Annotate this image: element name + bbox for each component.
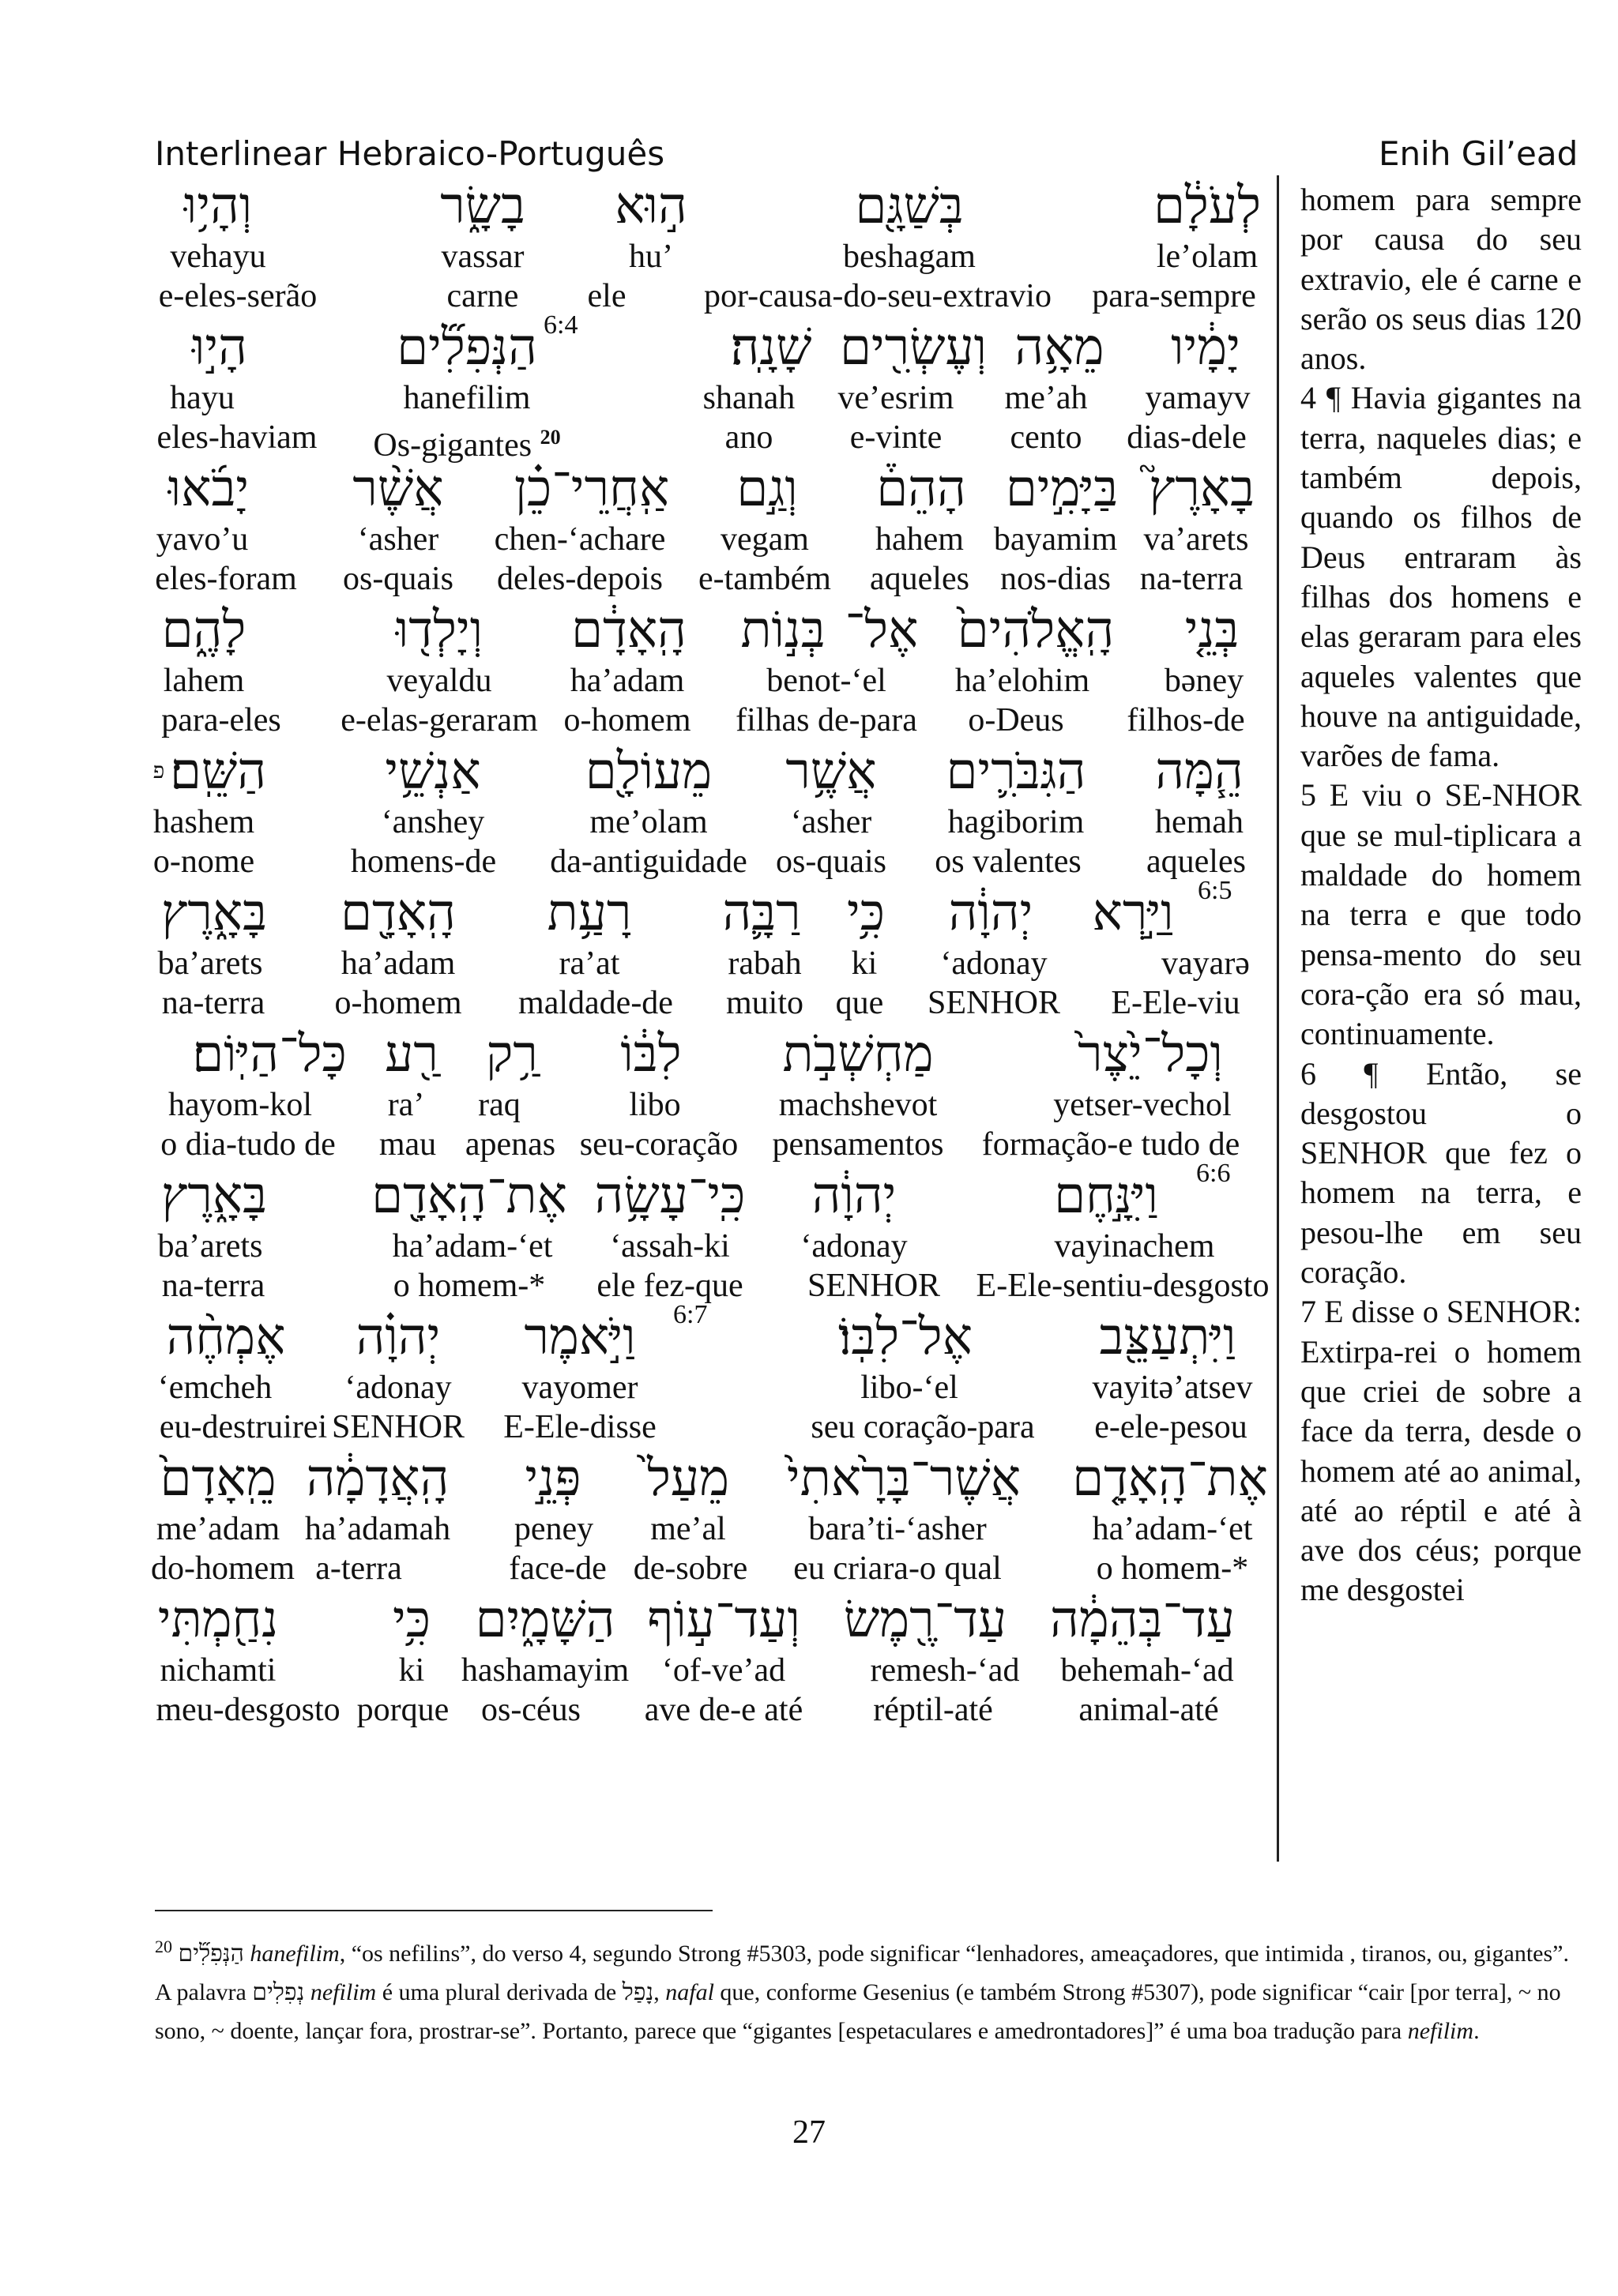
hebrew-word: הָֽאֲדָמָ֔ה (306, 1450, 450, 1506)
hebrew-word: יְהוָ֔ה (811, 1167, 897, 1223)
portuguese-gloss: eu criara-o qual (793, 1550, 1002, 1587)
hebrew-word: ה֣וּא (615, 178, 687, 234)
interlinear-row (155, 1024, 1261, 1165)
transliteration: libo-‘el (860, 1370, 958, 1406)
portuguese-gloss: maldade-de (518, 985, 673, 1021)
hebrew-word: רַ֖ע (385, 1026, 438, 1082)
verse-number: 6:6 (1196, 1159, 1231, 1188)
hebrew-word: כִּ֥י (846, 885, 886, 941)
footnote-text: , “os nefilins”, do verso 4, segundo Strong #5303, pode significar “lenhadores, ameaçadores, que intimida , tiranos, ou, gigantes”. A palavra (155, 1941, 1569, 2005)
hebrew-word: וַיִּנָּ֣חֶם (1054, 1167, 1158, 1223)
portuguese-gloss: ele (587, 278, 627, 314)
portuguese-gloss: SENHOR (331, 1409, 465, 1445)
transliteration: bәney (1164, 663, 1244, 699)
hebrew-word: מַחְשְׁבֹ֣ת (782, 1026, 934, 1082)
portuguese-gloss: deles-depois (497, 561, 663, 597)
transliteration: yetser-vechol (1053, 1087, 1232, 1123)
hebrew-word: אֶת־הָֽאָדָ֤ם (1072, 1450, 1268, 1506)
hebrew-word: נִחַ֖מְתִּי (157, 1591, 279, 1648)
footnote-hebrew: נְפִלִים (252, 1979, 305, 2005)
transliteration: raq (478, 1087, 521, 1123)
portuguese-gloss: face-de (509, 1550, 607, 1587)
transliteration: hahem (875, 521, 964, 558)
footnote-number: 20 (155, 1937, 172, 1956)
footnote-text: que, conforme Gesenius (e também Strong #5307), pode significar “cair [por terra], ~ no sono, ~ doente, lançar fora, prostrar-se”. Portanto, parece que “gigantes [espetaculares e amedrontadores]” é uma boa tradução para (155, 1979, 1561, 2044)
portuguese-gloss: seu-coração (579, 1126, 739, 1163)
portuguese-gloss: carne (446, 278, 519, 314)
hebrew-word: עַד־בְּהֵמָ֔ה (1050, 1591, 1235, 1648)
portuguese-gloss: o-nome (152, 844, 255, 880)
hebrew-word: וְהָי֥וּ (183, 178, 253, 234)
transliteration: hayu (170, 380, 235, 416)
portuguese-gloss: os-quais (343, 561, 453, 597)
hebrew-word: בָּאָ֑רֶץ (160, 885, 268, 941)
hebrew-word: אֲשֶׁר־בָּרָ֙אתִי֙ (786, 1450, 1022, 1506)
transliteration: ha’adam-‘et (1092, 1511, 1253, 1547)
portuguese-gloss: nos-dias (1000, 561, 1111, 597)
transliteration: ha’elohim (954, 663, 1090, 699)
transliteration: ‘adonay (940, 945, 1048, 982)
portuguese-gloss: apenas (465, 1126, 556, 1163)
transliteration: libo (629, 1087, 681, 1123)
transliteration: beshagam (843, 239, 976, 275)
translation-paragraph: 4 ¶ Havia gigantes na terra, naqueles dias; e também depois, quando os filhos de Deus entraram às filhas dos homens e elas geraram para eles aqueles valentes que houve na antiguidade, varões de fama. (1300, 380, 1582, 774)
portuguese-gloss: E-Ele-sentiu-desgosto (976, 1268, 1270, 1304)
footnote-hebrew: נָפַל (622, 1979, 654, 2005)
hebrew-word: וַיִּתְעַצֵּ֖ב (1099, 1309, 1236, 1365)
interlinear-row (155, 175, 1261, 317)
transliteration: nichamti (160, 1652, 277, 1689)
hebrew-word: הַשָּׁמָ֑יִם (475, 1591, 615, 1648)
hebrew-word: הָהֵם֒ (876, 460, 966, 517)
translation-column (1300, 180, 1582, 1610)
portuguese-gloss: e-vinte (849, 419, 943, 456)
portuguese-gloss: e-ele-pesou (1094, 1409, 1247, 1445)
portuguese-gloss: E-Ele-disse (503, 1409, 657, 1445)
footnote-term: nefilim (310, 1979, 377, 2005)
petuchah-mark: פ (152, 759, 165, 783)
transliteration: yamayv (1145, 380, 1251, 416)
hebrew-word: אֲשֶׁ֥ר (785, 743, 877, 799)
transliteration: hagiborim (947, 804, 1085, 840)
hebrew-word: רַבָּ֛ה (722, 885, 801, 941)
hebrew-word: בְּנ֣וֹת (740, 602, 826, 658)
interlinear-row (152, 741, 1261, 882)
portuguese-gloss: na-terra (161, 1268, 265, 1304)
portuguese-gloss: os-céus (481, 1692, 581, 1728)
portuguese-gloss: dias-dele (1127, 419, 1247, 456)
transliteration: benot-‘el (766, 663, 886, 699)
hebrew-word: וְעַד־ע֣וֹף (647, 1591, 800, 1648)
footnote-text: é uma plural derivada de (376, 1979, 623, 2005)
hebrew-word: מֵאָ֥ה (1014, 319, 1104, 375)
portuguese-gloss: mau (378, 1126, 437, 1163)
hebrew-word: הָֽאָדָ֔ם (571, 602, 687, 658)
transliteration: me’adam (156, 1511, 280, 1547)
transliteration: ‘adonay (344, 1370, 452, 1406)
transliteration: yavo’u (156, 521, 249, 558)
interlinear-row (155, 1159, 1270, 1306)
transliteration: ‘asher (790, 804, 872, 840)
hebrew-word: יָבֹ֜אוּ (167, 460, 250, 517)
hebrew-word: בָשָׂ֑ר (440, 178, 525, 234)
portuguese-gloss: aqueles (870, 561, 969, 597)
hebrew-word: וְגַ֣ם (736, 460, 798, 517)
transliteration: me’ah (1004, 380, 1088, 416)
verse-number: 6:4 (544, 310, 578, 340)
hebrew-word: הָי֣וּ (192, 319, 247, 375)
transliteration: ‘emcheh (157, 1370, 273, 1406)
transliteration: vayitә’atsev (1092, 1370, 1253, 1406)
portuguese-gloss: porque (356, 1692, 450, 1728)
footnote-term: hanefilim (250, 1941, 340, 1967)
portuguese-gloss: de-sobre (633, 1550, 748, 1587)
interlinear-row (155, 458, 1261, 599)
footnote-text: . (1473, 2018, 1480, 2044)
hebrew-word: אַנְשֵׁ֥י (385, 743, 481, 799)
transliteration: hashem (152, 804, 255, 840)
hebrew-word: יְהוָ֔ה (948, 885, 1033, 941)
portuguese-gloss: formação-e tudo de (981, 1126, 1240, 1163)
hebrew-word: אֶת־הָֽאָדָ֖ם (371, 1167, 567, 1223)
transliteration: bayamim (993, 521, 1118, 558)
portuguese-gloss: na-terra (161, 985, 265, 1021)
transliteration: peney (514, 1511, 594, 1547)
interlinear-row (155, 1589, 1261, 1730)
hebrew-word: אֶמְחֶ֨ה (166, 1309, 286, 1365)
portuguese-gloss: eles-haviam (156, 419, 318, 456)
page-number: 27 (792, 2114, 826, 2151)
hebrew-word: בָאָרֶץ֮ (1148, 460, 1255, 517)
portuguese-gloss: seu coração-para (811, 1409, 1035, 1445)
transliteration: ba’arets (157, 945, 263, 982)
portuguese-gloss: filhos-de (1127, 702, 1245, 738)
footnote (155, 1927, 1569, 2050)
hebrew-word: אֶל־לִבּֽוֹ׃ (838, 1309, 973, 1365)
transliteration: ‘assah-ki (610, 1228, 730, 1264)
hebrew-word: רָעַ֥ת (547, 885, 632, 941)
portuguese-gloss: a-terra (315, 1550, 402, 1587)
footnote-text: , (653, 1979, 666, 2005)
hebrew-word: בָּאָ֑רֶץ (160, 1167, 268, 1223)
portuguese-gloss: SENHOR (807, 1268, 941, 1304)
footnote-term: nefilim (1407, 2018, 1474, 2044)
portuguese-gloss: e-também (698, 561, 831, 597)
hebrew-word: וְעֶשְׂרִ֖ים (839, 319, 988, 375)
interlinear-row (155, 876, 1261, 1024)
hebrew-word: וְכָל־יֵ֙צֶר֙ (1078, 1026, 1223, 1082)
portuguese-gloss: ano (724, 419, 773, 456)
footnote-separator (155, 1910, 713, 1911)
portuguese-gloss: E-Ele-viu (1111, 985, 1240, 1021)
portuguese-gloss: aqueles (1146, 844, 1246, 880)
portuguese-gloss: SENHOR (927, 985, 1061, 1021)
portuguese-gloss: os valentes (935, 844, 1082, 880)
transliteration: vayomer (521, 1370, 638, 1406)
hebrew-word: רַ֥ק (486, 1026, 538, 1082)
transliteration: vayinachem (1054, 1228, 1215, 1264)
portuguese-gloss: na-terra (1139, 561, 1244, 597)
portuguese-gloss: do-homem (151, 1550, 295, 1587)
transliteration: ha’adamah (304, 1511, 451, 1547)
transliteration: hayom-kol (168, 1087, 312, 1123)
hebrew-word: מֵֽאָדָם֙ (160, 1450, 277, 1506)
hebrew-word: לְעֹלָ֔ם (1153, 178, 1262, 234)
portuguese-gloss: animal-até (1078, 1692, 1219, 1728)
hebrew-word: וַיֹּ֣אמֶר (524, 1309, 636, 1365)
interlinear-text (151, 175, 1270, 1730)
transliteration: vassar (441, 239, 525, 275)
portuguese-gloss: para-eles (161, 702, 281, 738)
transliteration: le’olam (1156, 239, 1259, 275)
hebrew-word: הָֽאָדָ֖ם (341, 885, 456, 941)
portuguese-gloss: homens-de (350, 844, 497, 880)
transliteration: lahem (163, 663, 245, 699)
transliteration: hu’ (629, 239, 673, 275)
transliteration: chen-‘achare (494, 521, 666, 558)
portuguese-gloss: eles-foram (155, 561, 297, 597)
transliteration: ki (851, 945, 878, 982)
transliteration: shanah (702, 380, 796, 416)
hebrew-word: אֶל־ (845, 602, 919, 658)
translation-paragraph: 5 E viu o SE-NHOR que se mul-tiplicara a maldade do homem na terra e que todo pensa-mento do seu cora-ção era só mau, continuamente. (1300, 777, 1582, 1052)
hebrew-word: בְּנֵ֤י (1184, 602, 1240, 658)
hebrew-word: עַד־רֶ֖מֶשׂ (843, 1591, 1007, 1648)
footnote-hebrew: הַנְּפִלִ֞ים (178, 1941, 244, 1967)
translation-paragraph: 6 ¶ Então, se desgostou o SENHOR que fez o homem na terra, e pesou-lhe em seu coração. (1300, 1055, 1582, 1291)
transliteration: remesh-‘ad (870, 1652, 1020, 1689)
hebrew-word: כָּל־הַיּֽוֹם׃ (192, 1026, 347, 1082)
hebrew-word: הֵ֧מָּה (1155, 743, 1244, 799)
hebrew-word: פְּנֵ֣י (525, 1450, 581, 1506)
portuguese-gloss: o homem-* (1096, 1550, 1249, 1587)
transliteration: ‘adonay (800, 1228, 908, 1264)
portuguese-gloss: muito (725, 985, 804, 1021)
portuguese-gloss: para-sempre (1092, 278, 1256, 314)
hebrew-word: אַֽחֲרֵי־כֵ֗ן (514, 460, 670, 517)
translation-paragraph: 7 E disse o SENHOR: Extirpa-rei o homem que criei de sobre a face da terra, desde o homem até ao animal, até ao réptil e até à ave dos céus; porque me desgostei (1300, 1294, 1582, 1608)
transliteration: veyaldu (386, 663, 492, 699)
verse-number: 6:7 (673, 1300, 708, 1329)
portuguese-gloss: cento (1010, 419, 1082, 456)
transliteration: hanefilim (403, 380, 531, 416)
hebrew-word: וְיָלְד֖וּ (395, 602, 484, 658)
transliteration: behemah-‘ad (1060, 1652, 1234, 1689)
transliteration: hemah (1155, 804, 1244, 840)
portuguese-gloss: da-antiguidade (550, 844, 747, 880)
transliteration: va’arets (1143, 521, 1249, 558)
transliteration: me’al (650, 1511, 726, 1547)
translation-paragraph: homem para sempre por causa do seu extravio, ele é carne e serão os seus dias 120 anos. (1300, 182, 1582, 377)
hebrew-word: הַשֵּֽׁם׃ (169, 743, 267, 799)
transliteration: ki (398, 1652, 425, 1689)
interlinear-row (155, 1300, 1261, 1448)
portuguese-gloss: que (835, 985, 884, 1021)
hebrew-word: יָמָ֔יו (1171, 319, 1240, 375)
transliteration: ‘asher (357, 521, 439, 558)
portuguese-gloss: por-causa-do-seu-extravio (704, 278, 1052, 314)
transliteration: bara’ti-‘asher (808, 1511, 987, 1547)
hebrew-word: לָהֶ֑ם (161, 602, 246, 658)
hebrew-word: וַיַּ֣רְא (1092, 885, 1174, 941)
transliteration: ‘of-ve’ad (661, 1652, 786, 1689)
transliteration: vayarә (1161, 945, 1250, 982)
hebrew-word: כִּ֥י (392, 1591, 431, 1648)
portuguese-gloss: eu-destruirei (159, 1409, 328, 1445)
transliteration: vehayu (170, 239, 266, 275)
interlinear-row (151, 1448, 1268, 1589)
transliteration: hashamayim (461, 1652, 630, 1689)
interlinear-row (155, 310, 1261, 464)
transliteration: ‘anshey (381, 804, 485, 840)
footnote-term: nafal (665, 1979, 714, 2005)
footnote-reference[interactable]: 20 (540, 426, 561, 449)
transliteration: ha’adam (341, 945, 456, 982)
hebrew-word: לִבּ֔וֹ (620, 1026, 682, 1082)
hebrew-word: מֵעוֹלָ֖ם (585, 743, 713, 799)
transliteration: ve’esrim (837, 380, 954, 416)
portuguese-gloss: réptil-até (873, 1692, 993, 1728)
hebrew-word: שָׁנָֽה׃ (730, 319, 812, 375)
portuguese-gloss: ave de-e até (644, 1692, 803, 1728)
portuguese-gloss: pensamentos (772, 1126, 944, 1163)
hebrew-word: אֲשֶׁ֨ר (352, 460, 444, 517)
portuguese-gloss: e-elas-geraram (341, 702, 538, 738)
portuguese-gloss: o-Deus (968, 702, 1064, 738)
transliteration: me’olam (589, 804, 708, 840)
hebrew-word: הַגִּבֹּרִ֛ים (946, 743, 1086, 799)
header-author: Enih Gil’ead (1379, 134, 1578, 173)
hebrew-word: בַּיָּמִ֣ים (1005, 460, 1119, 517)
transliteration: ba’arets (157, 1228, 263, 1264)
verse-number: 6:5 (1198, 876, 1232, 905)
hebrew-word: הָֽאֱלֹהִים֙ (957, 602, 1115, 658)
hebrew-word: הַנְּפִלִ֞ים (397, 319, 537, 375)
hebrew-word: כִּֽי־עָשָׂ֥ה (594, 1167, 746, 1223)
column-divider (1277, 175, 1279, 1862)
transliteration: ha’adam-‘et (392, 1228, 553, 1264)
transliteration: machshevot (778, 1087, 938, 1123)
portuguese-gloss: o homem-* (393, 1268, 546, 1304)
portuguese-gloss: filhas de-para (736, 702, 917, 738)
hebrew-word: מֵעַל֙ (646, 1450, 730, 1506)
header-title: Interlinear Hebraico-Português (155, 134, 665, 173)
hebrew-word: יְהוָ֗ה (356, 1309, 441, 1365)
portuguese-gloss: meu-desgosto (156, 1692, 341, 1728)
transliteration: ra’at (559, 945, 620, 982)
transliteration: rabah (728, 945, 802, 982)
portuguese-gloss: e-eles-serão (158, 278, 318, 314)
hebrew-word: בְּשַׁגָּ֖ם (855, 178, 964, 234)
portuguese-gloss: os-quais (776, 844, 886, 880)
transliteration: vegam (721, 521, 809, 558)
transliteration: ra’ (387, 1087, 425, 1123)
interlinear-row (155, 599, 1261, 741)
gloss-text: Os-gigantes (373, 427, 532, 464)
portuguese-gloss: o-homem (334, 985, 462, 1021)
portuguese-gloss: ele fez-que (596, 1268, 743, 1304)
transliteration: ha’adam (570, 663, 685, 699)
portuguese-gloss: o-homem (563, 702, 691, 738)
portuguese-gloss: o dia-tudo de (160, 1126, 336, 1163)
